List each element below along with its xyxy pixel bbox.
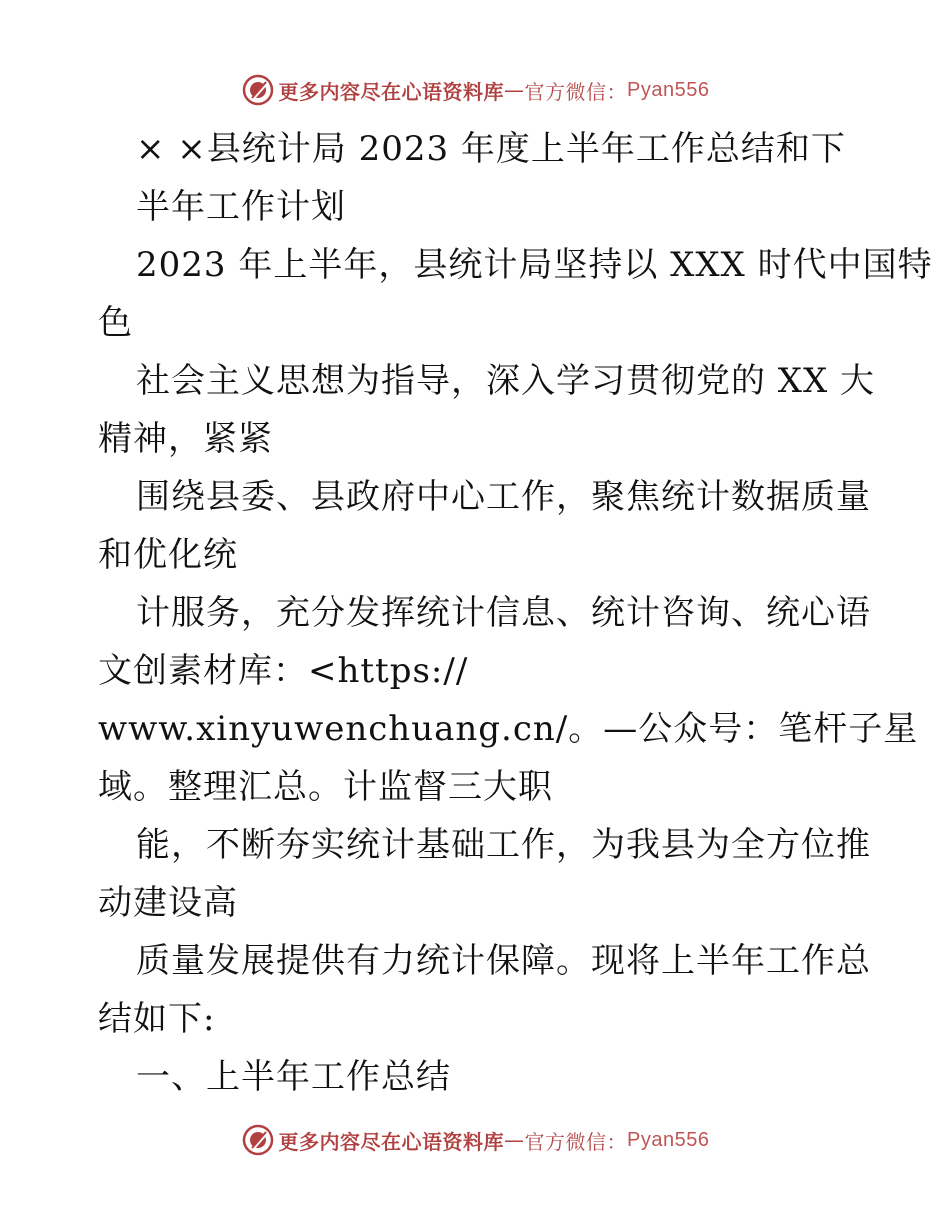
banner-contact-label: 官方微信： [524, 79, 628, 104]
banner-wechat-id: Pyan556 [627, 78, 710, 101]
document-title-line-2: 半年工作计划 [136, 187, 346, 227]
paragraph-line: www.xinyuwenchuang.cn/。—公众号：笔杆子星 [98, 709, 919, 749]
banner-brand: 更多内容尽在心语资料库 [278, 79, 505, 104]
pen-logo-icon [241, 73, 275, 107]
footer-watermark-banner [0, 1120, 950, 1160]
paragraph-line: 围绕县委、县政府中心工作，聚焦统计数据质量 [136, 477, 871, 517]
paragraph-line: 社会主义思想为指导，深入学习贯彻党的 XX 大 [136, 361, 876, 401]
document-title-line-1: × ×县统计局 2023 年度上半年工作总结和下 [136, 129, 846, 169]
paragraph-line: 质量发展提供有力统计保障。现将上半年工作总 [136, 941, 871, 981]
paragraph-line: 文创素材库：<https:// [98, 651, 469, 691]
paragraph-line: 域。整理汇总。计监督三大职 [98, 767, 553, 807]
paragraph-line: 和优化统 [98, 535, 238, 575]
pen-logo-icon [241, 1123, 275, 1157]
section-heading: 一、上半年工作总结 [136, 1057, 451, 1097]
banner-dash: — [504, 1128, 525, 1152]
document-body [98, 120, 933, 1106]
paragraph-line: 精神，紧紧 [98, 419, 273, 459]
header-watermark-banner [0, 70, 950, 110]
banner-wechat-id: Pyan556 [627, 1128, 710, 1151]
paragraph-line: 能，不断夯实统计基础工作，为我县为全方位推 [136, 825, 871, 865]
paragraph-line: 色 [98, 303, 133, 343]
banner-brand: 更多内容尽在心语资料库 [278, 1129, 505, 1154]
paragraph-line: 动建设高 [98, 883, 238, 923]
paragraph-line: 计服务，充分发挥统计信息、统计咨询、统心语 [136, 593, 871, 633]
paragraph-line: 结如下: [98, 999, 216, 1039]
paragraph-line: 2023 年上半年，县统计局坚持以 XXX 时代中国特 [136, 245, 933, 285]
banner-dash: — [504, 78, 525, 102]
banner-contact-label: 官方微信： [524, 1129, 628, 1154]
